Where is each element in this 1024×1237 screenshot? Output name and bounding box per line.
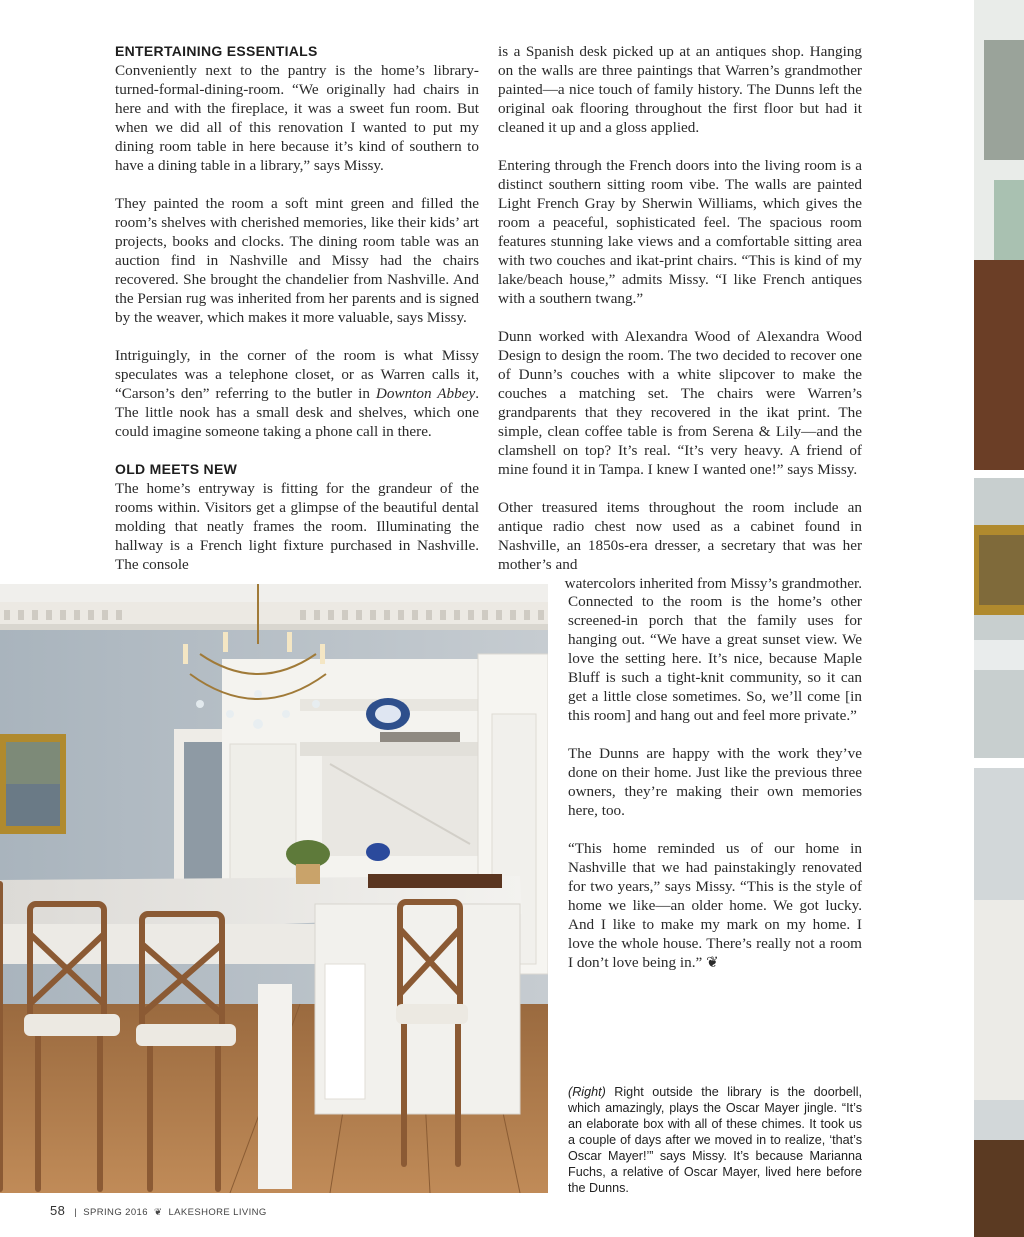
- footer-ornament-icon: ❦: [153, 1207, 163, 1218]
- left-column: [115, 42, 479, 574]
- body-paragraph: Entering through the French doors into the living room is a distinct southern sitting room vibe. The walls are painted Light French Gray by Sherwin Williams, which gives the room a peaceful, sophisticated feel. The spacious room features stunning lake views and a comfortable sitting area with two couches and ikat-print chairs. “This is kind of my lake/beach house,” admits Missy. “I like French antiques with a southern twang.”: [498, 157, 862, 307]
- body-paragraph: Other treasured items throughout the room include an antique radio chest now used as a cabinet found in Nashville, an 1850s-era dresser, a secretary that was her mother’s and: [498, 499, 862, 573]
- caption-text: Right outside the library is the doorbell, which amazingly, plays the Oscar Mayer jingle. “It’s an elaborate box with all of these chimes. It took us a couple of days after we moved in to realize, ‘that’s Oscar Mayer!’” says Missy. It’s because Marianna Fuchs, a relative of Oscar Mayer, lived here before the Dunns.: [568, 1085, 862, 1195]
- footer-magazine-name: LAKESHORE LIVING: [168, 1207, 267, 1218]
- body-paragraph: The Dunns are happy with the work they’ve done on their home. Just like the previous three owners, they’re making their own memories here, too.: [568, 745, 862, 819]
- body-paragraph: [568, 839, 862, 972]
- body-paragraph: They painted the room a soft mint green and filled the room’s shelves with cherished memories, like their kids’ art projects, books and clocks. The dining room table was an auction find in Nashville and Missy had the chairs recovered. She brought the chandelier from Nashville. And the Persian rug was inherited from her parents and is signed by the weaver, which makes it more valuable, says Missy.: [115, 195, 479, 326]
- footer-separator: |: [74, 1207, 78, 1218]
- text-run: . The little nook has a small desk and shelves, which one could imagine someone taking a phone call in there.: [115, 385, 479, 440]
- page-footer: [50, 1203, 267, 1218]
- section-heading-old-meets-new: OLD MEETS NEW: [115, 461, 238, 477]
- italic-title: Downton Abbey: [375, 385, 476, 402]
- kitchen-photo: [0, 584, 548, 1193]
- body-paragraph: [115, 346, 479, 441]
- section-heading-entertaining: ENTERTAINING ESSENTIALS: [115, 43, 318, 59]
- text-run: “This home reminded us of our home in Nashville that we had painstakingly renovated for two years,” says Missy. “This is the style of home we like—an older home. We got lucky. And I like to make my mark on my home. I love the whole house. There’s really not a room I don’t love being in.”: [568, 840, 862, 971]
- end-ornament-icon: ❦: [706, 954, 719, 971]
- caption-lead: (Right): [568, 1085, 606, 1099]
- right-column: [498, 42, 862, 593]
- text-run: Intriguingly, in the corner of the room is what Missy speculates was a telephone closet, or as Warren calls it, “Carson’s den” referring to the butler in: [115, 347, 479, 402]
- body-paragraph: Connected to the room is the home’s other screened-in porch that the family uses for hanging out. “We have a great sunset view. We love the setting here. It’s nice, because Maple Bluff is such a tight-knit community, so it can get a little close sometimes. So, we’ll come [in this room] and hang out and feel more private.”: [568, 593, 862, 724]
- adjacent-page-photo-strip: [974, 0, 1024, 1237]
- page-number: 58: [50, 1203, 66, 1218]
- body-paragraph: The home’s entryway is fitting for the grandeur of the rooms within. Visitors get a glimpse of the beautiful dental molding that neatly frames the room. Illuminating the hallway is a French light fixture purchased in Nashville. The console: [115, 480, 479, 573]
- body-paragraph: Conveniently next to the pantry is the home’s library-turned-formal-dining-room. “We originally had chairs in here and with the fireplace, it was a sweet fun room. But when we did all of this renovation I wanted to put my dining room table in here because it’s kind of southern to have a dining table in a library,” says Missy.: [115, 62, 479, 174]
- body-paragraph: is a Spanish desk picked up at an antiques shop. Hanging on the walls are three paintings that Warren’s grandmother painted—a nice touch of family history. The Dunns left the original oak flooring throughout the first floor but had it cleaned it up and a gloss applied.: [498, 43, 862, 136]
- body-paragraph-end: watercolors inherited from Missy’s grandmother.: [564, 575, 862, 592]
- right-lower-column: [568, 592, 862, 972]
- photo-caption: [568, 1084, 862, 1196]
- footer-issue: SPRING 2016: [83, 1207, 148, 1218]
- body-paragraph: Dunn worked with Alexandra Wood of Alexandra Wood Design to design the room. The two decided to recover one of Dunn’s couches with a white slipcover to make the couches a matching set. The chairs were Warren’s grandparents that they recovered in the ikat print. The simple, clean coffee table is from Serena & Lily—and the clamshell on top? It’s real. “It’s very heavy. A friend of mine found it in Tampa. I knew I wanted one!” says Missy.: [498, 328, 862, 478]
